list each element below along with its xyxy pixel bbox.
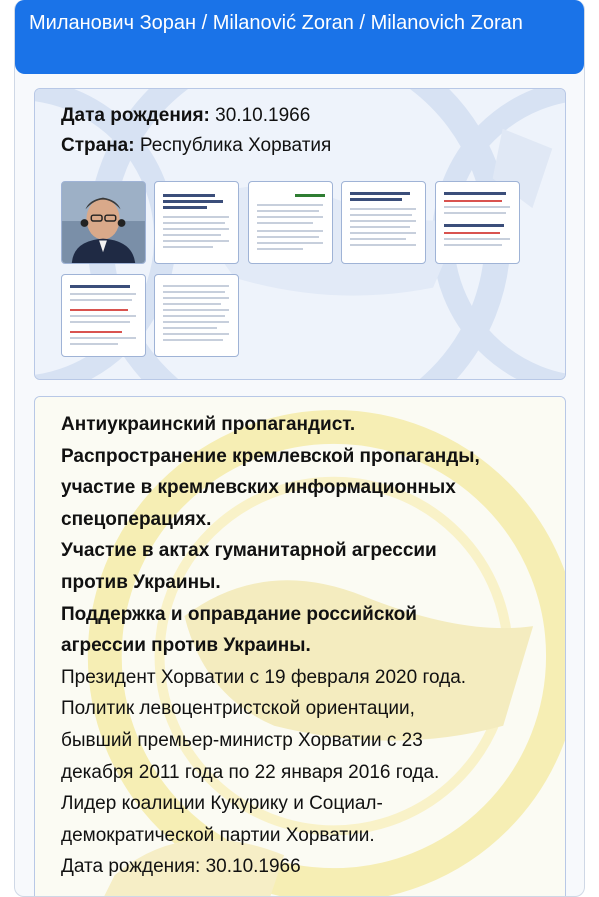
- desc-line: Лидер коалиции Кукурику и Социал-: [61, 793, 383, 815]
- desc-bold-line: против Украины.: [61, 571, 221, 593]
- country-line: [61, 131, 565, 161]
- desc-line: Дата рождения: 30.10.1966: [61, 856, 301, 878]
- desc-line: декабря 2011 года по 22 января 2016 года.: [61, 761, 440, 783]
- description-card: [34, 396, 566, 897]
- desc-bold-line: Распространение кремлевской пропаганды,: [61, 445, 480, 467]
- desc-line: Президент Хорватии с 19 февраля 2020 года.: [61, 666, 467, 688]
- desc-line: Политик левоцентристской ориентации,: [61, 698, 415, 720]
- desc-bold-line: агрессии против Украины.: [61, 635, 311, 657]
- person-photo-icon: [62, 182, 145, 263]
- thumbnail-document-4[interactable]: [435, 181, 520, 264]
- desc-bold-line: Поддержка и оправдание российской: [61, 603, 417, 625]
- desc-line: бывший премьер-министр Хорватии с 23: [61, 729, 423, 751]
- thumbnail-document-6[interactable]: [154, 274, 239, 357]
- desc-bold-line: Участие в актах гуманитарной агрессии: [61, 540, 437, 562]
- thumbnail-photo[interactable]: [61, 181, 146, 264]
- description-text: [61, 409, 551, 883]
- country-value: Республика Хорватия: [139, 135, 332, 156]
- birth-date-value: 30.10.1966: [215, 105, 311, 126]
- birth-date-label: Дата рождения:: [61, 105, 210, 126]
- profile-header: [15, 0, 584, 74]
- birth-date-line: [61, 101, 565, 131]
- thumbnail-document-1[interactable]: [154, 181, 239, 264]
- info-card: [34, 88, 566, 380]
- thumbnail-document-5[interactable]: [61, 274, 146, 357]
- desc-bold-line: Антиукраинский пропагандист.: [61, 414, 356, 435]
- profile-title: Миланович Зоран / Milanović Zoran / Milanovich Zoran: [29, 12, 523, 34]
- desc-bold-line: спецоперациях.: [61, 508, 212, 530]
- desc-bold-line: участие в кремлевских информационных: [61, 477, 456, 499]
- profile-frame: [14, 0, 585, 897]
- thumbnail-document-3[interactable]: [341, 181, 426, 264]
- country-label: Страна:: [61, 135, 135, 156]
- desc-line: демократической партии Хорватии.: [61, 824, 375, 846]
- thumbnail-document-2[interactable]: [248, 181, 333, 264]
